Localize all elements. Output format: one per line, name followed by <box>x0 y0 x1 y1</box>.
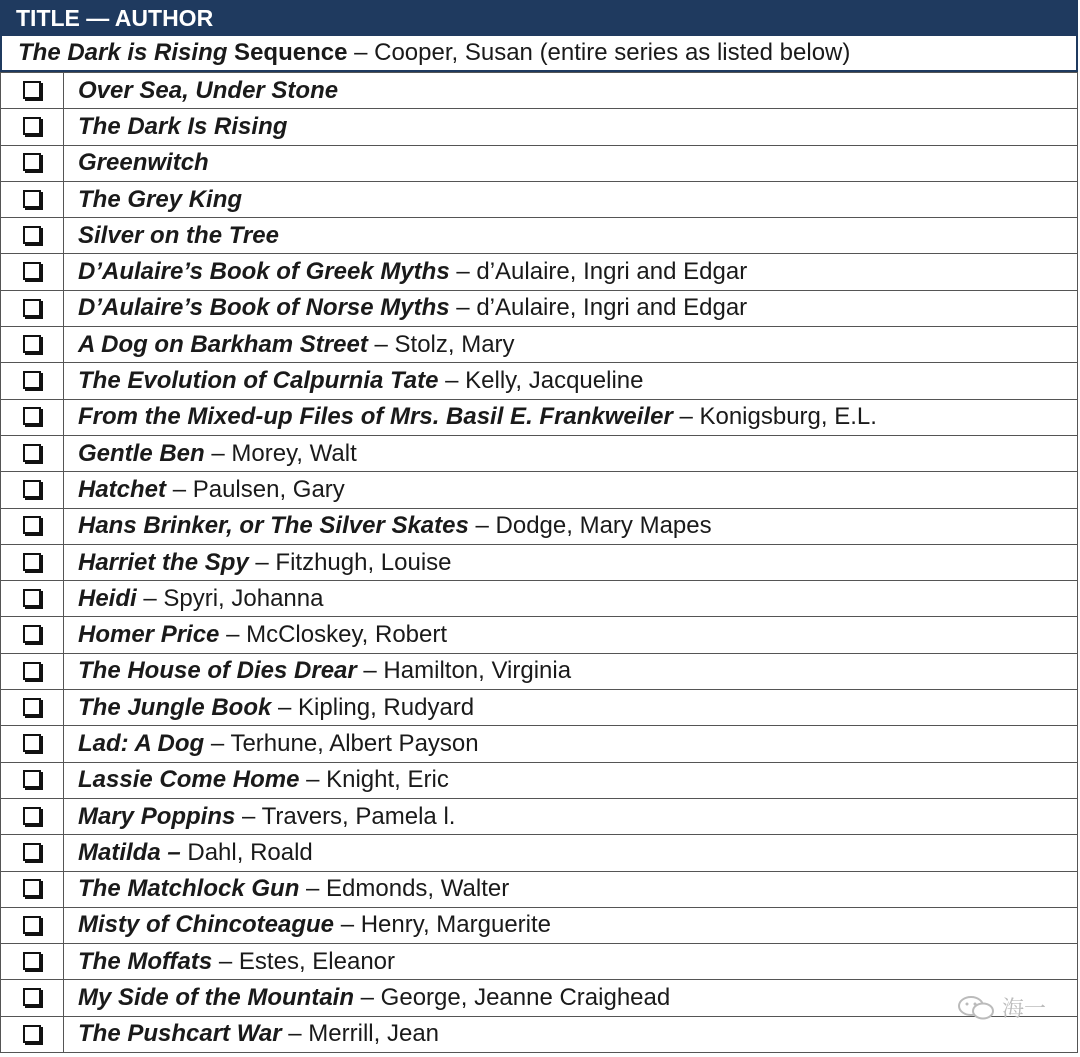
table-row <box>1 544 1078 580</box>
series-row <box>0 36 1078 72</box>
book-author: – Kelly, Jacqueline <box>438 367 644 395</box>
checkbox-cell <box>1 399 64 435</box>
book-title: The Grey King <box>78 185 243 213</box>
checkbox[interactable] <box>23 589 41 607</box>
checkbox-cell <box>1 544 64 580</box>
book-cell <box>64 726 1078 762</box>
book-author: – Konigsburg, E.L. <box>672 403 877 431</box>
book-cell <box>64 835 1078 871</box>
book-cell <box>64 145 1078 181</box>
series-title-bold: Sequence <box>227 39 348 66</box>
table-row <box>1 435 1078 471</box>
checkbox[interactable] <box>23 335 41 353</box>
book-cell <box>64 980 1078 1016</box>
book-title: Silver on the Tree <box>78 221 279 249</box>
book-cell <box>64 290 1078 326</box>
table-row <box>1 109 1078 145</box>
book-cell <box>64 617 1078 653</box>
checkbox-cell <box>1 726 64 762</box>
checkbox[interactable] <box>23 625 41 643</box>
wechat-logo-icon <box>956 995 996 1021</box>
table-row <box>1 290 1078 326</box>
book-cell <box>64 1016 1078 1052</box>
table-row <box>1 798 1078 834</box>
checkbox-cell <box>1 835 64 871</box>
book-author: – d’Aulaire, Ingri and Edgar <box>449 294 748 322</box>
book-cell <box>64 73 1078 109</box>
book-cell <box>64 363 1078 399</box>
table-row <box>1 907 1078 943</box>
table-row <box>1 181 1078 217</box>
checkbox-cell <box>1 798 64 834</box>
checkbox-cell <box>1 109 64 145</box>
book-cell <box>64 254 1078 290</box>
checkbox[interactable] <box>23 407 41 425</box>
watermark-text: 海一 <box>1001 996 1046 1021</box>
book-cell <box>64 544 1078 580</box>
book-title: D’Aulaire’s Book of Greek Myths <box>78 258 450 286</box>
checkbox-cell <box>1 907 64 943</box>
checkbox[interactable] <box>23 371 41 389</box>
checkbox[interactable] <box>23 553 41 571</box>
checkbox-cell <box>1 762 64 798</box>
checkbox[interactable] <box>23 734 41 752</box>
book-cell <box>64 399 1078 435</box>
table-row <box>1 363 1078 399</box>
book-title: Heidi <box>78 584 137 612</box>
checkbox-cell <box>1 435 64 471</box>
book-title: The Jungle Book <box>78 693 272 721</box>
table-row <box>1 254 1078 290</box>
book-title: Lassie Come Home <box>78 766 300 794</box>
book-cell <box>64 762 1078 798</box>
checkbox-cell <box>1 290 64 326</box>
checkbox[interactable] <box>23 843 41 861</box>
checkbox-cell <box>1 363 64 399</box>
checkbox-cell <box>1 581 64 617</box>
checkbox[interactable] <box>23 117 41 135</box>
table-row <box>1 726 1078 762</box>
book-cell <box>64 944 1078 980</box>
checkbox-cell <box>1 1016 64 1052</box>
checkbox-cell <box>1 617 64 653</box>
checkbox[interactable] <box>23 952 41 970</box>
table-row <box>1 871 1078 907</box>
checkbox[interactable] <box>23 226 41 244</box>
checkbox-cell <box>1 145 64 181</box>
book-title: Over Sea, Under Stone <box>78 76 339 104</box>
checkbox-cell <box>1 690 64 726</box>
checkbox[interactable] <box>23 916 41 934</box>
table-row <box>1 980 1078 1016</box>
book-cell <box>64 690 1078 726</box>
book-cell <box>64 327 1078 363</box>
watermark <box>956 992 1046 1023</box>
table-row <box>1 653 1078 689</box>
book-cell <box>64 472 1078 508</box>
table-row <box>1 1016 1078 1052</box>
checkbox[interactable] <box>23 516 41 534</box>
book-cell <box>64 653 1078 689</box>
checkbox-cell <box>1 254 64 290</box>
book-title: The Evolution of Calpurnia Tate <box>78 367 439 395</box>
table-row <box>1 617 1078 653</box>
table-row <box>1 690 1078 726</box>
checkbox-cell <box>1 181 64 217</box>
checkbox[interactable] <box>23 698 41 716</box>
checkbox[interactable] <box>23 190 41 208</box>
table-header <box>0 0 1078 36</box>
checkbox[interactable] <box>23 1025 41 1043</box>
book-author: – Merrill, Jean <box>281 1020 440 1048</box>
checkbox-cell <box>1 327 64 363</box>
book-author: – Terhune, Albert Payson <box>204 729 479 757</box>
book-author: – Hamilton, Virginia <box>356 657 572 685</box>
checkbox-cell <box>1 980 64 1016</box>
book-cell <box>64 798 1078 834</box>
book-author: – Kipling, Rudyard <box>271 693 475 721</box>
book-title: A Dog on Barkham Street <box>78 330 368 358</box>
book-title: D’Aulaire’s Book of Norse Myths <box>78 294 450 322</box>
checkbox-cell <box>1 653 64 689</box>
table-row <box>1 73 1078 109</box>
header-title: TITLE — AUTHOR <box>16 5 214 31</box>
checkbox[interactable] <box>23 153 41 171</box>
book-title: Lad: A Dog <box>78 729 205 757</box>
checkbox-cell <box>1 218 64 254</box>
book-cell <box>64 907 1078 943</box>
checkbox-cell <box>1 508 64 544</box>
checkbox-cell <box>1 944 64 980</box>
book-author: – Knight, Eric <box>299 766 449 794</box>
book-cell <box>64 109 1078 145</box>
book-cell <box>64 871 1078 907</box>
book-table <box>0 72 1078 1053</box>
checkbox-cell <box>1 73 64 109</box>
table-row <box>1 835 1078 871</box>
checkbox[interactable] <box>23 807 41 825</box>
table-row <box>1 508 1078 544</box>
book-author: – Estes, Eleanor <box>212 947 395 975</box>
book-title: Homer Price <box>78 621 220 649</box>
book-author: – Henry, Marguerite <box>334 911 552 939</box>
checkbox[interactable] <box>23 988 41 1006</box>
checkbox[interactable] <box>23 662 41 680</box>
book-title: Matilda – <box>78 838 181 866</box>
table-row <box>1 762 1078 798</box>
book-author: – Stolz, Mary <box>367 330 515 358</box>
book-author: – Spyri, Johanna <box>136 584 324 612</box>
book-title: Gentle Ben <box>78 439 205 467</box>
book-author: – McCloskey, Robert <box>219 621 448 649</box>
book-title: Greenwitch <box>78 149 209 177</box>
book-title: Misty of Chincoteague <box>78 911 335 939</box>
checkbox[interactable] <box>23 81 41 99</box>
book-title: The House of Dies Drear <box>78 657 357 685</box>
checkbox[interactable] <box>23 444 41 462</box>
checkbox[interactable] <box>23 262 41 280</box>
book-author: Dahl, Roald <box>180 838 313 866</box>
book-title: Harriet the Spy <box>78 548 249 576</box>
checkbox[interactable] <box>23 770 41 788</box>
table-row <box>1 218 1078 254</box>
table-row <box>1 145 1078 181</box>
book-author: – Travers, Pamela l. <box>235 802 456 830</box>
book-title: From the Mixed-up Files of Mrs. Basil E. Frankweiler <box>78 403 673 431</box>
book-title: My Side of the Mountain <box>78 984 354 1012</box>
book-cell <box>64 581 1078 617</box>
book-author: – Morey, Walt <box>204 439 357 467</box>
book-author: – Dodge, Mary Mapes <box>468 512 712 540</box>
book-cell <box>64 508 1078 544</box>
book-author: – Fitzhugh, Louise <box>248 548 452 576</box>
checkbox[interactable] <box>23 299 41 317</box>
book-title: Hatchet <box>78 475 167 503</box>
table-row <box>1 581 1078 617</box>
book-title: The Moffats <box>78 947 213 975</box>
table-row <box>1 944 1078 980</box>
book-title: The Matchlock Gun <box>78 875 300 903</box>
book-author: – George, Jeanne Craighead <box>354 984 671 1012</box>
table-row <box>1 472 1078 508</box>
checkbox-cell <box>1 472 64 508</box>
series-title-italic: The Dark is Rising <box>18 39 228 66</box>
book-title: Hans Brinker, or The Silver Skates <box>78 512 469 540</box>
checkbox[interactable] <box>23 480 41 498</box>
book-title: Mary Poppins <box>78 802 236 830</box>
book-title: The Pushcart War <box>78 1020 282 1048</box>
book-cell <box>64 181 1078 217</box>
book-author: – Paulsen, Gary <box>166 475 345 503</box>
book-cell <box>64 435 1078 471</box>
table-row <box>1 399 1078 435</box>
series-author: – Cooper, Susan (entire series as listed below) <box>347 39 851 66</box>
checkbox-cell <box>1 871 64 907</box>
book-author: – Edmonds, Walter <box>299 875 510 903</box>
book-title: The Dark Is Rising <box>78 112 288 140</box>
table-row <box>1 327 1078 363</box>
book-cell <box>64 218 1078 254</box>
book-author: – d’Aulaire, Ingri and Edgar <box>449 258 748 286</box>
checkbox[interactable] <box>23 879 41 897</box>
